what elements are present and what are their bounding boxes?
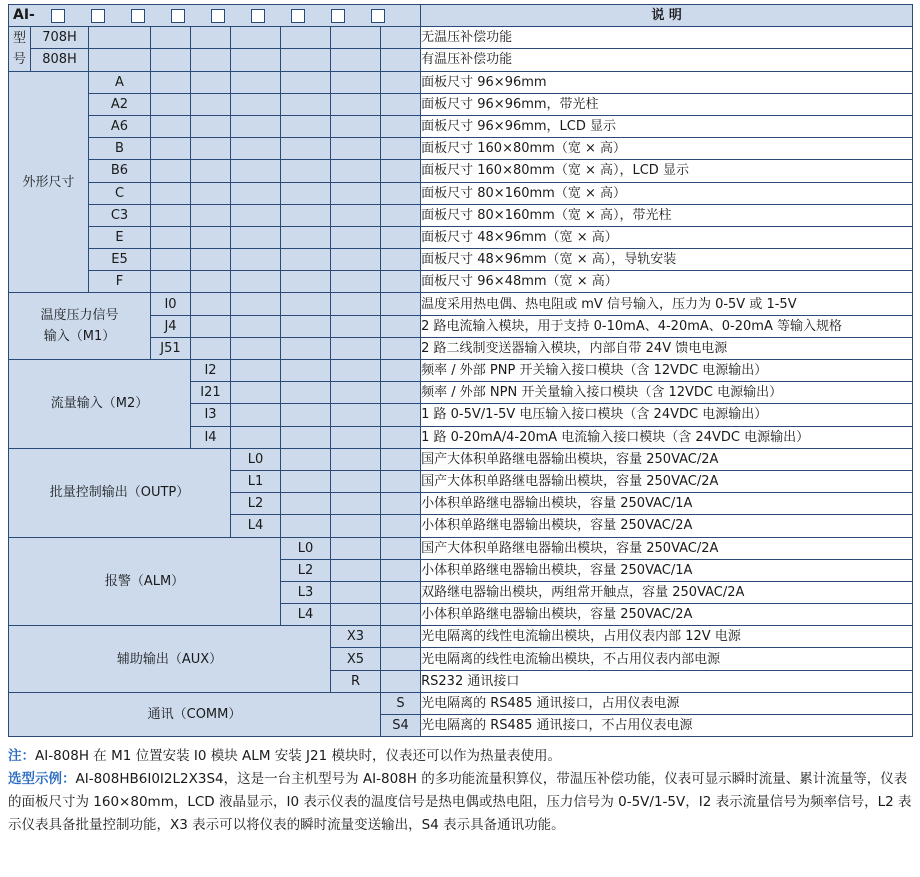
- filler-cell: [281, 448, 331, 470]
- option-code: I21: [191, 382, 231, 404]
- code-slot-box: [91, 9, 105, 23]
- filler-cell: [331, 138, 381, 160]
- table-row: [9, 71, 913, 93]
- filler-cell: [231, 315, 281, 337]
- filler-cell: [281, 426, 331, 448]
- filler-cell: [281, 93, 331, 115]
- option-desc: 国产大体积单路继电器输出模块，容量 250VAC/2A: [421, 470, 913, 492]
- option-desc: 1 路 0-5V/1-5V 电压输入接口模块（含 24VDC 电源输出）: [421, 404, 913, 426]
- filler-cell: [331, 315, 381, 337]
- option-desc: 面板尺寸 96×96mm，带光柱: [421, 93, 913, 115]
- model-code: 808H: [31, 49, 89, 71]
- option-desc: 面板尺寸 48×96mm（宽 × 高）: [421, 226, 913, 248]
- table-row: [9, 537, 913, 559]
- option-code: B6: [89, 160, 151, 182]
- note-text: AI-808H 在 M1 位置安装 I0 模块 ALM 安装 J21 模块时，仪表还可以作为热量表使用。: [35, 748, 561, 765]
- filler-cell: [191, 226, 231, 248]
- group-label: 批量控制输出（OUTP）: [9, 448, 231, 537]
- filler-cell: [331, 293, 381, 315]
- model-label-char1: 型: [12, 30, 26, 46]
- option-desc: 1 路 0-20mA/4-20mA 电流输入接口模块（含 24VDC 电源输出）: [421, 426, 913, 448]
- filler-cell: [191, 182, 231, 204]
- option-code: L2: [231, 493, 281, 515]
- option-code: J4: [151, 315, 191, 337]
- option-code: S4: [381, 715, 421, 737]
- model-selection-table: [8, 4, 913, 737]
- filler-cell: [331, 160, 381, 182]
- filler-cell: [381, 537, 421, 559]
- option-code: S: [381, 692, 421, 714]
- filler-cell: [281, 115, 331, 137]
- option-desc: 小体积单路继电器输出模块，容量 250VAC/1A: [421, 493, 913, 515]
- filler-cell: [381, 93, 421, 115]
- model-desc: 有温压补偿功能: [421, 49, 913, 71]
- table-row: [9, 182, 913, 204]
- filler-cell: [381, 626, 421, 648]
- filler-cell: [381, 470, 421, 492]
- filler-cell: [281, 382, 331, 404]
- selection-sheet: [8, 4, 912, 837]
- group-label: [9, 293, 151, 360]
- filler-cell: [381, 515, 421, 537]
- option-desc: 面板尺寸 80×160mm（宽 × 高）: [421, 182, 913, 204]
- filler-cell: [231, 337, 281, 359]
- filler-cell: [281, 515, 331, 537]
- option-desc: 面板尺寸 96×96mm，LCD 显示: [421, 115, 913, 137]
- filler-cell: [151, 138, 191, 160]
- code-slot-box: [291, 9, 305, 23]
- filler-cell: [231, 138, 281, 160]
- filler-cell: [331, 382, 381, 404]
- filler-cell: [331, 204, 381, 226]
- group-label: 通讯（COMM）: [9, 692, 381, 736]
- model-code: 708H: [31, 27, 89, 49]
- option-code: X3: [331, 626, 381, 648]
- filler-cell: [231, 93, 281, 115]
- filler-cell: [281, 204, 331, 226]
- option-code: L1: [231, 470, 281, 492]
- filler-cell: [381, 182, 421, 204]
- filler-cell: [331, 448, 381, 470]
- filler-cell: [331, 182, 381, 204]
- filler-cell: [191, 315, 231, 337]
- filler-cell: [381, 448, 421, 470]
- table-row: [9, 293, 913, 315]
- filler-cell: [231, 360, 281, 382]
- code-slot-box: [211, 9, 225, 23]
- filler-cell: [191, 249, 231, 271]
- option-desc: 光电隔离的 RS485 通讯接口，占用仪表电源: [421, 692, 913, 714]
- filler-cell: [151, 93, 191, 115]
- option-code: L2: [281, 559, 331, 581]
- filler-cell: [191, 160, 231, 182]
- group-label-line: 温度压力信号: [40, 308, 119, 324]
- filler-cell: [381, 293, 421, 315]
- filler-cell: [231, 71, 281, 93]
- group-label-line: 输入（M1）: [43, 329, 116, 345]
- table-row: [9, 448, 913, 470]
- filler-cell: [331, 71, 381, 93]
- filler-cell: [381, 337, 421, 359]
- option-desc: 双路继电器输出模块，两组常开触点，容量 250VAC/2A: [421, 581, 913, 603]
- option-desc: 面板尺寸 160×80mm（宽 × 高）: [421, 138, 913, 160]
- option-desc: 光电隔离的线性电流输出模块，不占用仪表内部电源: [421, 648, 913, 670]
- filler-cell: [381, 382, 421, 404]
- filler-cell: [231, 204, 281, 226]
- filler-cell: [151, 115, 191, 137]
- filler-cell: [231, 404, 281, 426]
- option-desc: 频率 / 外部 NPN 开关量输入接口模块（含 12VDC 电源输出）: [421, 382, 913, 404]
- model-code-header: [9, 5, 421, 27]
- option-desc: 温度采用热电偶、热电阻或 mV 信号输入，压力为 0-5V 或 1-5V: [421, 293, 913, 315]
- filler-cell: [381, 226, 421, 248]
- filler-cell: [191, 93, 231, 115]
- option-desc: 频率 / 外部 PNP 开关输入接口模块（含 12VDC 电源输出）: [421, 360, 913, 382]
- option-code: B: [89, 138, 151, 160]
- table-row: [9, 93, 913, 115]
- filler-cell: [331, 493, 381, 515]
- code-slot-box: [131, 9, 145, 23]
- example-paragraph: [8, 768, 912, 837]
- option-desc: 2 路电流输入模块，用于支持 0-10mA、4-20mA、0-20mA 等输入规格: [421, 315, 913, 337]
- filler-cell: [281, 470, 331, 492]
- filler-cell: [231, 182, 281, 204]
- filler-cell: [381, 160, 421, 182]
- filler-cell: [191, 71, 231, 93]
- filler-cell: [151, 182, 191, 204]
- filler-cell: [381, 71, 421, 93]
- code-slot-box: [171, 9, 185, 23]
- filler-cell: [281, 182, 331, 204]
- filler-cell: [281, 271, 331, 293]
- option-code: A6: [89, 115, 151, 137]
- option-desc: 面板尺寸 96×48mm（宽 × 高）: [421, 271, 913, 293]
- model-prefix: AI-: [13, 7, 35, 24]
- filler-cell: [281, 360, 331, 382]
- option-code: A: [89, 71, 151, 93]
- filler-cell: [331, 93, 381, 115]
- filler-cell: [281, 315, 331, 337]
- table-row: [9, 204, 913, 226]
- model-desc: 无温压补偿功能: [421, 27, 913, 49]
- option-desc: RS232 通讯接口: [421, 670, 913, 692]
- code-slot-box: [371, 9, 385, 23]
- filler-cell: [281, 138, 331, 160]
- notes: [8, 745, 912, 837]
- filler-cell: [191, 204, 231, 226]
- filler-cell: [381, 271, 421, 293]
- filler-cell: [281, 337, 331, 359]
- filler-cell: [381, 493, 421, 515]
- filler-cell: [331, 470, 381, 492]
- filler-cell: [191, 138, 231, 160]
- option-desc: 国产大体积单路继电器输出模块，容量 250VAC/2A: [421, 448, 913, 470]
- code-slot-boxes: [35, 8, 385, 23]
- option-desc: 光电隔离的 RS485 通讯接口，不占用仪表电源: [421, 715, 913, 737]
- filler-cell: [281, 404, 331, 426]
- header-row: [9, 5, 913, 27]
- filler-cell: [281, 71, 331, 93]
- filler-cell: [381, 138, 421, 160]
- option-desc: 小体积单路继电器输出模块，容量 250VAC/1A: [421, 559, 913, 581]
- filler-cell: [231, 249, 281, 271]
- filler-cell: [231, 115, 281, 137]
- filler-cell: [281, 293, 331, 315]
- filler-cell: [281, 249, 331, 271]
- note-label: 注：: [8, 748, 35, 765]
- filler-cell: [231, 382, 281, 404]
- option-desc: 2 路二线制变送器输入模块，内部自带 24V 馈电电源: [421, 337, 913, 359]
- filler-cell: [331, 249, 381, 271]
- option-code: L3: [281, 581, 331, 603]
- filler-cell: [381, 249, 421, 271]
- option-code: E: [89, 226, 151, 248]
- option-code: R: [331, 670, 381, 692]
- table-row: [9, 49, 913, 71]
- table-row: [9, 138, 913, 160]
- option-code: L4: [231, 515, 281, 537]
- option-desc: 小体积单路继电器输出模块，容量 250VAC/2A: [421, 515, 913, 537]
- code-slot-box: [51, 9, 65, 23]
- option-desc: 小体积单路继电器输出模块，容量 250VAC/2A: [421, 604, 913, 626]
- filler-cell: [331, 337, 381, 359]
- filler-cell: [191, 115, 231, 137]
- group-label: 辅助输出（AUX）: [9, 626, 331, 693]
- filler-cell: [331, 604, 381, 626]
- table-row: [9, 160, 913, 182]
- filler-cell: [151, 160, 191, 182]
- filler-cell: [331, 537, 381, 559]
- description-header: 说 明: [421, 5, 913, 27]
- table-row: [9, 226, 913, 248]
- option-code: I4: [191, 426, 231, 448]
- filler-cell: [331, 426, 381, 448]
- filler-cell: [381, 559, 421, 581]
- filler-cell: [281, 160, 331, 182]
- filler-cell: [151, 204, 191, 226]
- option-code: C3: [89, 204, 151, 226]
- filler-cell: [231, 293, 281, 315]
- note-line: [8, 745, 912, 768]
- option-code: L0: [281, 537, 331, 559]
- code-slot-box: [331, 9, 345, 23]
- option-code: I2: [191, 360, 231, 382]
- option-code: J51: [151, 337, 191, 359]
- table-row: [9, 249, 913, 271]
- option-desc: 面板尺寸 48×96mm（宽 × 高），导轨安装: [421, 249, 913, 271]
- option-code: I3: [191, 404, 231, 426]
- model-label-char2: 号: [12, 51, 26, 67]
- filler-cell: [331, 559, 381, 581]
- example-text: AI-808HB6I0I2L2X3S4，这是一台主机型号为 AI-808H 的多功能流量积算仪，带温压补偿功能，仪表可显示瞬时流量、累计流量等，仪表的面板尺寸为 160×80mm，LCD 液晶显示，I0 表示仪表的温度信号是热电偶或热电阻，压力信号为 0-5V/1-5V，I2 表示流量信号为频率信号，L2 表示仪表具备批量控制功能，X3 表示可以将仪表的瞬时流量变送输出，S4 表示具备通讯功能。: [8, 771, 912, 834]
- example-label: 选型示例：: [8, 771, 76, 788]
- filler-cell: [381, 604, 421, 626]
- filler-cell: [231, 426, 281, 448]
- group-label: 外形尺寸: [9, 71, 89, 293]
- table-row: [9, 692, 913, 714]
- filler-cell: [381, 204, 421, 226]
- filler-cell: [381, 670, 421, 692]
- option-code: L0: [231, 448, 281, 470]
- filler-cell: [231, 160, 281, 182]
- option-code: L4: [281, 604, 331, 626]
- filler-cell: [381, 581, 421, 603]
- group-label: 报警（ALM）: [9, 537, 281, 626]
- filler-cell: [151, 71, 191, 93]
- group-label: 流量输入（M2）: [9, 360, 191, 449]
- filler-cell: [281, 493, 331, 515]
- filler-cell: [151, 226, 191, 248]
- filler-cell: [191, 271, 231, 293]
- filler-cell: [191, 337, 231, 359]
- option-desc: 面板尺寸 80×160mm（宽 × 高），带光柱: [421, 204, 913, 226]
- filler-cell: [331, 115, 381, 137]
- table-row: [9, 360, 913, 382]
- filler-cell: [381, 426, 421, 448]
- filler-cell: [381, 360, 421, 382]
- option-code: I0: [151, 293, 191, 315]
- filler-cell: [231, 226, 281, 248]
- option-desc: 国产大体积单路继电器输出模块，容量 250VAC/2A: [421, 537, 913, 559]
- option-desc: 光电隔离的线性电流输出模块，占用仪表内部 12V 电源: [421, 626, 913, 648]
- filler-cell: [331, 271, 381, 293]
- option-code: C: [89, 182, 151, 204]
- filler-cell: [191, 293, 231, 315]
- filler-cell: [331, 226, 381, 248]
- option-code: X5: [331, 648, 381, 670]
- filler-cell: [281, 226, 331, 248]
- table-row: [9, 626, 913, 648]
- option-code: A2: [89, 93, 151, 115]
- model-label: [9, 27, 31, 71]
- filler-cell: [231, 271, 281, 293]
- table-row: [9, 271, 913, 293]
- code-slot-box: [251, 9, 265, 23]
- table-row: [9, 115, 913, 137]
- filler-cell: [151, 271, 191, 293]
- filler-cell: [331, 404, 381, 426]
- option-code: E5: [89, 249, 151, 271]
- filler-cell: [151, 249, 191, 271]
- filler-cell: [331, 360, 381, 382]
- table-row: [9, 27, 913, 49]
- filler-cell: [381, 115, 421, 137]
- option-desc: 面板尺寸 96×96mm: [421, 71, 913, 93]
- option-code: F: [89, 271, 151, 293]
- option-desc: 面板尺寸 160×80mm（宽 × 高），LCD 显示: [421, 160, 913, 182]
- filler-cell: [331, 581, 381, 603]
- filler-cell: [331, 515, 381, 537]
- filler-cell: [381, 648, 421, 670]
- filler-cell: [381, 404, 421, 426]
- filler-cell: [381, 315, 421, 337]
